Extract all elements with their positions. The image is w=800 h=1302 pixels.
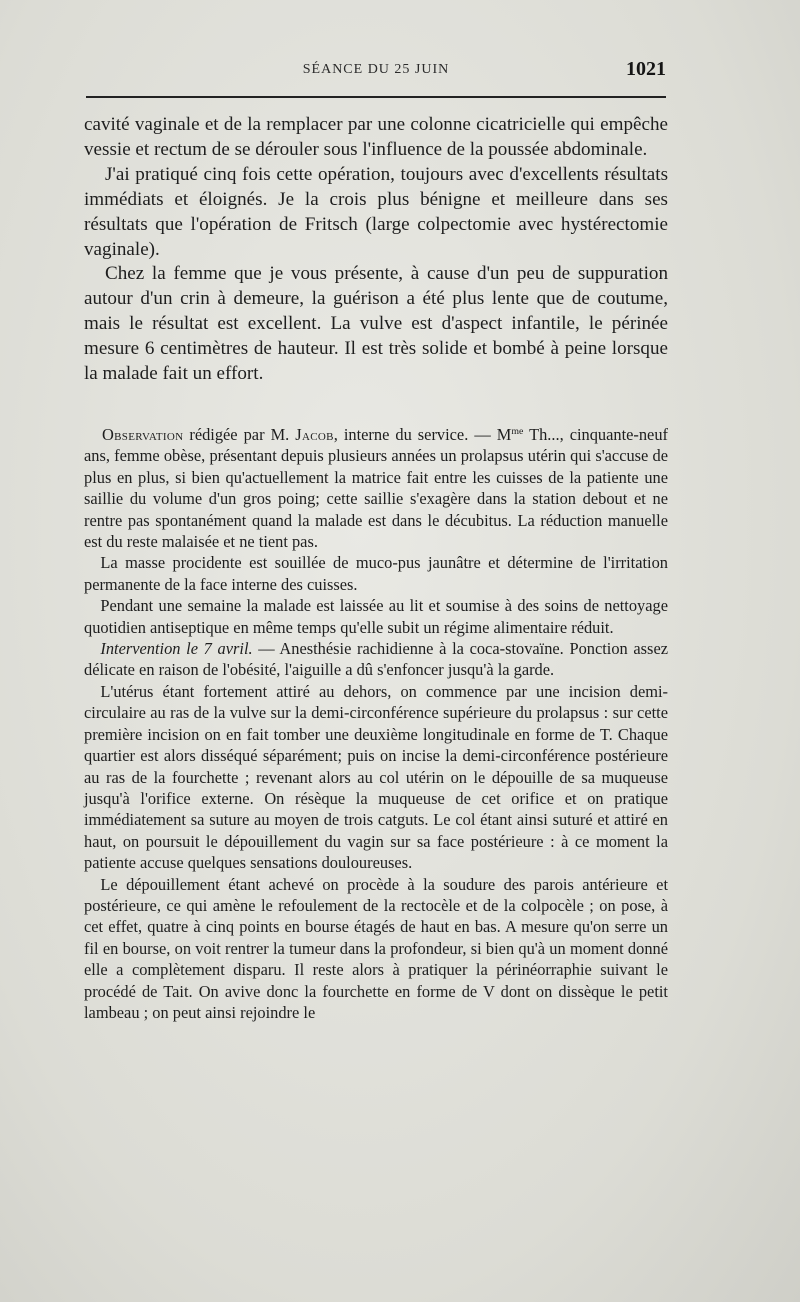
running-head: SÉANCE DU 25 JUIN: [302, 62, 450, 77]
observation-paragraph: L'utérus étant fortement attiré au dehors, on commence par une incision demi-circulaire au ras de la vulve sur la demi-circonférence supérieure du prolapsus : sur cette première incision on en fait tomber une deuxième longitudinale en forme de T. Chaque quartier est alors disséqué séparément; puis on incise la demi-circonférence postérieure au ras de la fourchette ; revenant alors au col utérin on le dépouille de sa muqueuse jusqu'à l'orifice externe. On résèque la muqueuse de cet orifice et on pratique immédiatement sa suture au moyen de trois catguts. Le col étant ainsi suturé et attiré en haut, on poursuit le dépouillement du vagin sur sa face postérieure : à ce moment la patiente accuse quelques sensations douloureuses.: [84, 681, 668, 873]
paragraph: Chez la femme que je vous présente, à cause d'un peu de suppuration autour d'un crin à demeure, la guérison a été plus lente que de coutume, mais le résultat est excellent. La vulve est d'aspect infantile, le périnée mesure 6 centimètres de hauteur. Il est très solide et bombé à peine lorsque la malade fait un effort.: [84, 263, 668, 385]
observation-intro: Th..., cinquante-neuf ans, femme obèse, présentant depuis plusieurs années un prolapsus utérin qui s'accuse de plus en plus, si bien qu'actuellement la matrice fait entre les cuisses de la patiente une saillie du volume d'un gros poing; cette saillie s'exagère dans la station debout et ne rentre pas spontanément quand la malade est dans le décubitus. La réduction manuelle est du reste malaisée et ne tient pas.: [84, 425, 668, 552]
intervention-label: Intervention le 7 avril.: [100, 639, 253, 659]
observation-mme-sup: me: [511, 426, 524, 438]
main-text: [84, 113, 668, 387]
paragraph: cavité vaginale et de la remplacer par une colonne cicatricielle qui empêche vessie et rectum de se dérouler sous l'influence de la poussée abdominale.: [84, 114, 668, 160]
observation-author: Jacob: [295, 425, 334, 444]
page-header: [86, 58, 666, 86]
page-number: 1021: [626, 58, 666, 80]
observation-redigee: rédigée par M.: [189, 425, 290, 444]
observation-paragraph: [84, 638, 668, 681]
header-rule: [86, 96, 666, 98]
paragraph: J'ai pratiqué cinq fois cette opération, toujours avec d'excellents résultats immédiats et éloignés. Je la crois plus bénigne et meilleure dans ses résultats que l'opération de Fritsch (large colpectomie avec hystérectomie vaginale).: [84, 163, 668, 260]
observation-paragraph: La masse procidente est souillée de muco-pus jaunâtre et détermine de l'irritation permanente de la face interne des cuisses.: [84, 553, 668, 594]
observation-after-author: , interne du service. — M: [333, 425, 512, 444]
observation-label: Observation: [102, 425, 184, 444]
observation-section: [84, 424, 668, 1023]
observation-paragraph: Pendant une semaine la malade est laissée au lit et soumise à des soins de nettoyage quotidien antiseptique en même temps qu'elle subit un régime alimentaire réduit.: [84, 596, 668, 637]
observation-paragraph: Le dépouillement étant achevé on procède à la soudure des parois antérieure et postérieure, ce qui amène le refoulement de la rectocèle et de la colpocèle ; on pose, à cet effet, quatre à cinq points en bourse étagés de haut en bas. A mesure qu'on serre un fil en bourse, on voit rentrer la tumeur dans la profondeur, si bien qu'à un moment donné elle a complètement disparu. Il reste alors à pratiquer la périnéorraphie suivant le procédé de Tait. On avive donc la fourchette en forme de V dont on dissèque le petit lambeau ; on peut ainsi rejoindre le: [84, 874, 668, 1022]
intervention-text: — Anesthésie rachidienne à la coca-stovaïne. Ponction assez délicate en raison de l'obésité, l'aiguille a dû s'enfoncer jusqu'à la garde.: [84, 639, 668, 680]
observation-paragraph: [84, 424, 668, 552]
